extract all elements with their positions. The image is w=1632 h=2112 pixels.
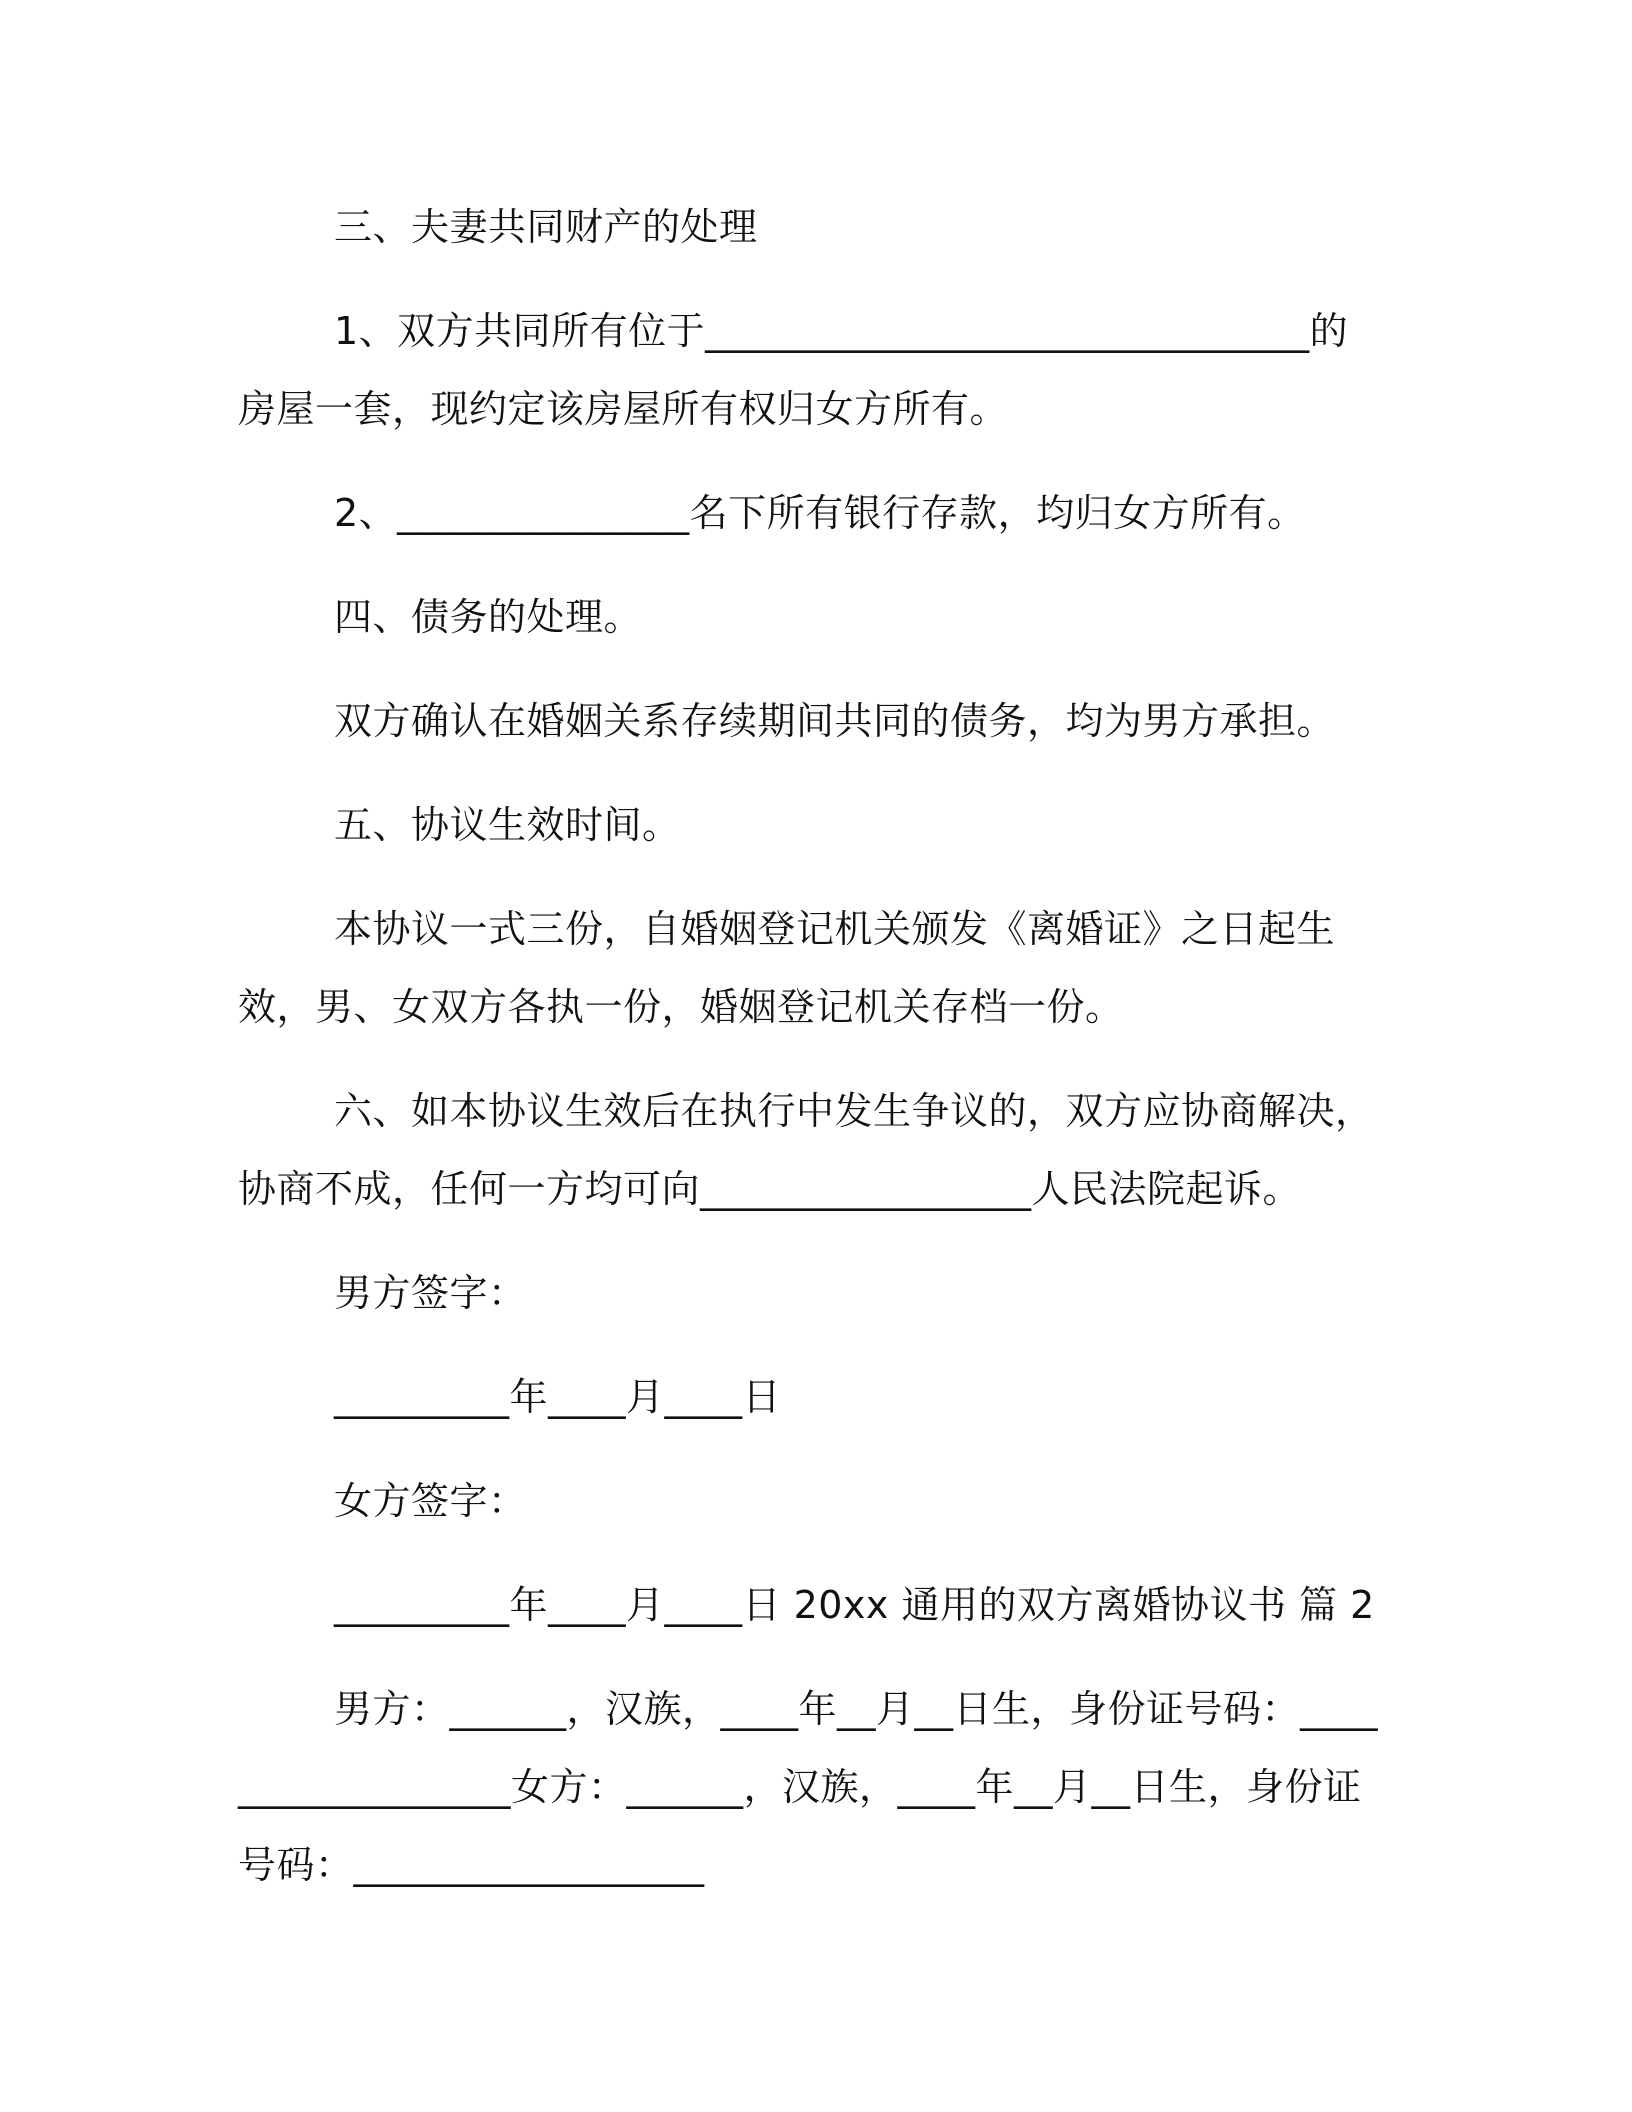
clause-copies: 本协议一式三份，自婚姻登记机关颁发《离婚证》之日起生效，男、女双方各执一份，婚姻登记机关存档一份。: [238, 907, 1336, 1029]
clause-bank-deposit: 2、_______________名下所有银行存款，均归女方所有。: [334, 491, 1306, 535]
document-body: [238, 188, 1383, 1930]
clause-house: 1、双方共同所有位于_______________________________的房屋一套，现约定该房屋所有权归女方所有。: [238, 309, 1349, 431]
section-heading-debt: 四、债务的处理。: [334, 595, 643, 639]
male-signature-label: 男方签字：: [334, 1271, 527, 1315]
party-info: 男方：______，汉族，____年__月__日生，身份证号码：__________________女方：______，汉族，____年__月__日生，身份证号码：__________________: [238, 1687, 1379, 1887]
clause-debt: 双方确认在婚姻关系存续期间共同的债务，均为男方承担。: [334, 699, 1336, 743]
section-heading-property: 三、夫妻共同财产的处理: [334, 205, 758, 249]
section-heading-effective-time: 五、协议生效时间。: [334, 803, 681, 847]
female-signature-date-and-next-title: _________年____月____日 20xx 通用的双方离婚协议书 篇 2: [334, 1583, 1375, 1627]
male-signature-date: _________年____月____日: [334, 1375, 782, 1419]
female-signature-label: 女方签字：: [334, 1479, 527, 1523]
clause-dispute: 六、如本协议生效后在执行中发生争议的，双方应协商解决，协商不成，任何一方均可向_________________人民法院起诉。: [238, 1089, 1374, 1211]
